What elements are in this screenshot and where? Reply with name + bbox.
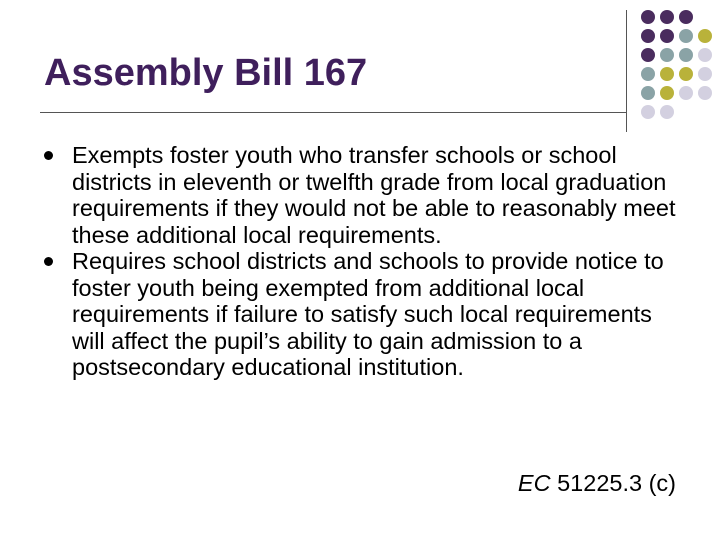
decor-dot: [698, 29, 712, 43]
bullet-icon: [44, 257, 53, 266]
decor-dot: [641, 48, 655, 62]
decor-dot: [641, 29, 655, 43]
decor-dot: [660, 48, 674, 62]
bullet-text: Requires school districts and schools to provide notice to foster youth being exempted from additional local requirements if failure to satisfy such local requirements will affect the pupil’s ability to gain admission to a postsecondary educational institution.: [72, 248, 664, 380]
decor-dot: [641, 10, 655, 24]
decor-dot: [679, 48, 693, 62]
decor-dot: [660, 10, 674, 24]
decor-dot: [679, 86, 693, 100]
decor-dot: [698, 86, 712, 100]
decor-dot: [641, 67, 655, 81]
decor-dot: [679, 10, 693, 24]
decor-dot: [641, 105, 655, 119]
bullet-icon: [44, 151, 53, 160]
decor-dot: [660, 86, 674, 100]
decor-dot: [698, 67, 712, 81]
decor-dot: [641, 86, 655, 100]
bullet-item: [40, 142, 690, 248]
decor-dot: [679, 29, 693, 43]
decor-dot: [660, 29, 674, 43]
decor-dot: [660, 67, 674, 81]
bullet-text: Exempts foster youth who transfer schools or school districts in eleventh or twelfth grade from local graduation requirements if they would not be able to reasonably meet these additional local requirements.: [72, 142, 676, 248]
bullet-list: [40, 142, 690, 381]
decor-dot: [679, 67, 693, 81]
bullet-item: [40, 248, 690, 381]
citation: [518, 470, 676, 497]
horizontal-divider: [40, 112, 626, 113]
citation-section: 51225.3 (c): [557, 470, 676, 496]
slide-title: Assembly Bill 167: [44, 52, 368, 94]
vertical-divider: [626, 10, 627, 132]
citation-code: EC: [517, 470, 551, 496]
decor-dot: [660, 105, 674, 119]
decor-dot: [698, 48, 712, 62]
